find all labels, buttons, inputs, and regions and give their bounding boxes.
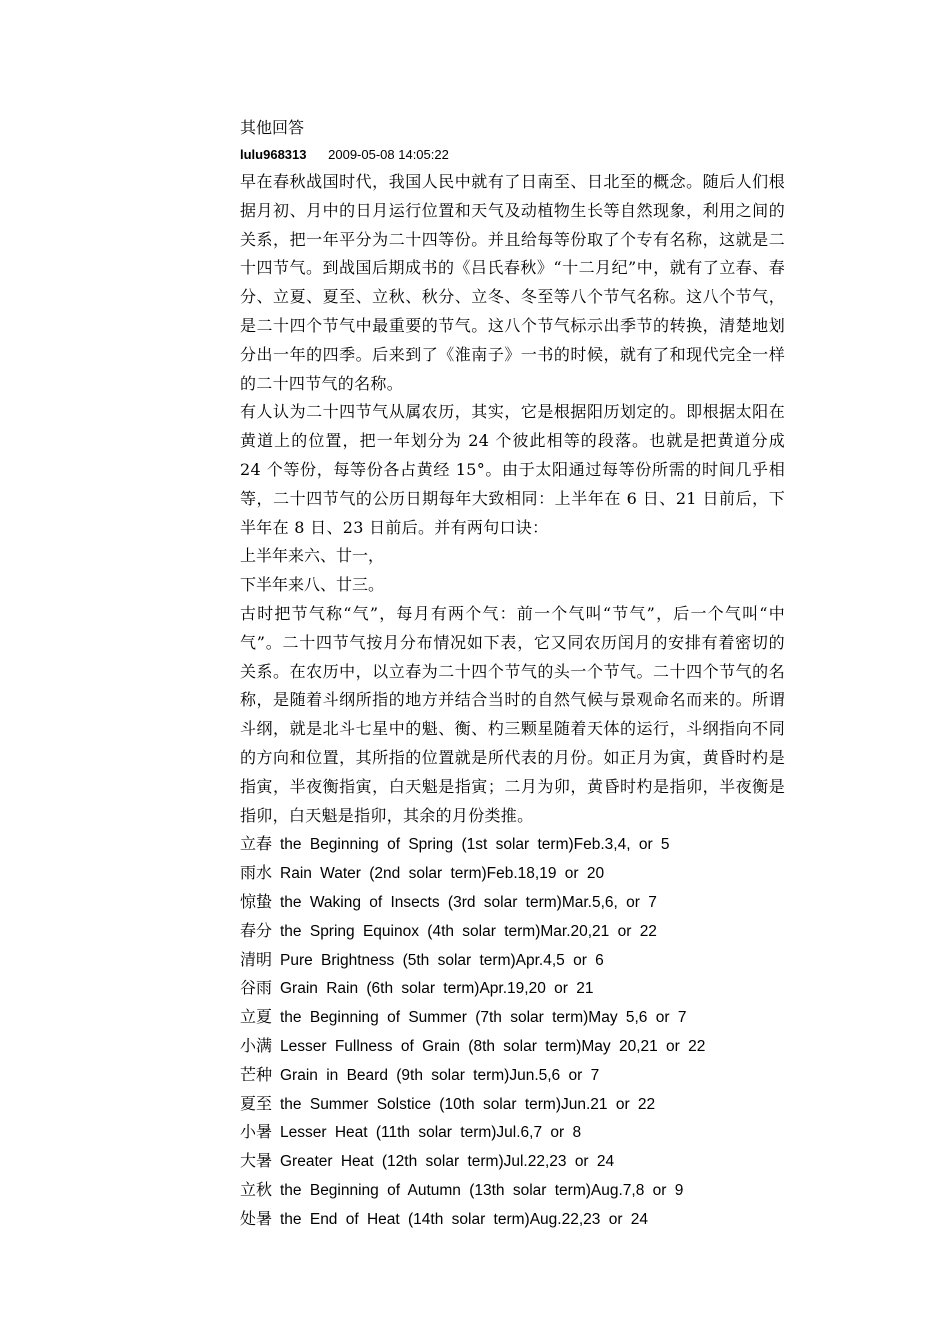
list-item: [240, 917, 785, 946]
list-item: [240, 1032, 785, 1061]
term-name-en: the Beginning of Spring (1st solar term)Feb.3,4, or 5: [280, 836, 670, 854]
term-name-en: Grain Rain (6th solar term)Apr.19,20 or 21: [280, 980, 594, 998]
paragraph-3: 古时把节气称“气”，每月有两个气：前一个气叫“节气”，后一个气叫“中气”。二十四节气按月分布情况如下表，它又同农历闰月的安排有着密切的关系。在农历中，以立春为二十四个节气的头一个节气。二十四个节气的名称，是随着斗纲所指的地方并结合当时的自然气候与景观命名而来的。所谓斗纲，就是北斗七星中的魁、衡、杓三颗星随着天体的运行，斗纲指向不同的方向和位置，其所指的位置就是所代表的月份。如正月为寅，黄昏时杓是指寅，半夜衡指寅，白天魁是指寅；二月为卯，黄昏时杓是指卯，半夜衡是指卯，白天魁是指卯，其余的月份类推。: [240, 603, 785, 825]
term-name-en: Rain Water (2nd solar term)Feb.18,19 or 20: [280, 865, 605, 883]
term-name-zh: 谷雨: [240, 978, 273, 998]
term-name-zh: 芒种: [240, 1064, 273, 1084]
term-name-en: the End of Heat (14th solar term)Aug.22,23 or 24: [280, 1210, 649, 1228]
list-item: [240, 946, 785, 975]
list-item: [240, 888, 785, 917]
term-name-zh: 夏至: [240, 1093, 273, 1113]
solar-term-list: [240, 830, 785, 1233]
list-item: [240, 1061, 785, 1090]
list-item: [240, 1205, 785, 1234]
term-name-en: Lesser Fullness of Grain (8th solar term)May 20,21 or 22: [280, 1037, 706, 1055]
list-item: [240, 1003, 785, 1032]
timestamp: 2009-05-08 14:05:22: [328, 147, 449, 162]
term-name-en: Pure Brightness (5th solar term)Apr.4,5 or 6: [280, 951, 604, 969]
list-item: [240, 1118, 785, 1147]
answer-meta: [240, 142, 785, 168]
paragraph-2: 有人认为二十四节气从属农历，其实，它是根据阳历划定的。即根据太阳在黄道上的位置，把一年划分为 24 个彼此相等的段落。也就是把黄道分成 24 个等份，每等份各占黄经 15°。由于太阳通过每等份所需的时间几乎相等，二十四节气的公历日期每年大致相同：上半年在 6 日、21 日前后，下半年在 8 日、23 日前后。并有两句口诀：: [240, 402, 785, 537]
term-name-en: the Summer Solstice (10th solar term)Jun.21 or 22: [280, 1095, 656, 1113]
verse-line-2: 下半年来八、廿三。: [240, 575, 385, 595]
term-name-zh: 立秋: [240, 1179, 273, 1199]
term-name-en: Lesser Heat (11th solar term)Jul.6,7 or 8: [280, 1124, 582, 1142]
section-heading: 其他回答: [240, 118, 305, 137]
answer-block: [240, 114, 785, 1233]
verse-line-1: 上半年来六、廿一，: [240, 546, 385, 566]
term-name-en: the Spring Equinox (4th solar term)Mar.20,21 or 22: [280, 922, 657, 940]
term-name-en: the Beginning of Autumn (13th solar term)Aug.7,8 or 9: [280, 1181, 684, 1199]
list-item: [240, 1176, 785, 1205]
term-name-zh: 小暑: [240, 1122, 273, 1142]
paragraph-1: 早在春秋战国时代，我国人民中就有了日南至、日北至的概念。随后人们根据月初、月中的日月运行位置和天气及动植物生长等自然现象，利用之间的关系，把一年平分为二十四等份。并且给每等份取了个专有名称，这就是二十四节气。到战国后期成书的《吕氏春秋》“十二月纪”中，就有了立春、春分、立夏、夏至、立秋、秋分、立冬、冬至等八个节气名称。这八个节气，是二十四个节气中最重要的节气。这八个节气标示出季节的转换，清楚地划分出一年的四季。后来到了《淮南子》一书的时候，就有了和现代完全一样的二十四节气的名称。: [240, 172, 785, 393]
term-name-en: Greater Heat (12th solar term)Jul.22,23 or 24: [280, 1153, 615, 1171]
term-name-zh: 处暑: [240, 1208, 273, 1228]
list-item: [240, 859, 785, 888]
term-name-zh: 大暑: [240, 1151, 273, 1171]
term-name-zh: 春分: [240, 920, 273, 940]
term-name-zh: 雨水: [240, 863, 273, 883]
username: lulu968313: [240, 147, 307, 162]
list-item: [240, 1147, 785, 1176]
term-name-zh: 惊蛰: [240, 891, 273, 911]
term-name-zh: 小满: [240, 1035, 273, 1055]
list-item: [240, 830, 785, 859]
term-name-en: the Waking of Insects (3rd solar term)Mar.5,6, or 7: [280, 893, 657, 911]
list-item: [240, 1090, 785, 1119]
list-item: [240, 974, 785, 1003]
term-name-en: the Beginning of Summer (7th solar term)May 5,6 or 7: [280, 1009, 687, 1027]
term-name-zh: 立春: [240, 834, 273, 854]
term-name-en: Grain in Beard (9th solar term)Jun.5,6 or 7: [280, 1066, 600, 1084]
term-name-zh: 立夏: [240, 1007, 273, 1027]
term-name-zh: 清明: [240, 949, 273, 969]
